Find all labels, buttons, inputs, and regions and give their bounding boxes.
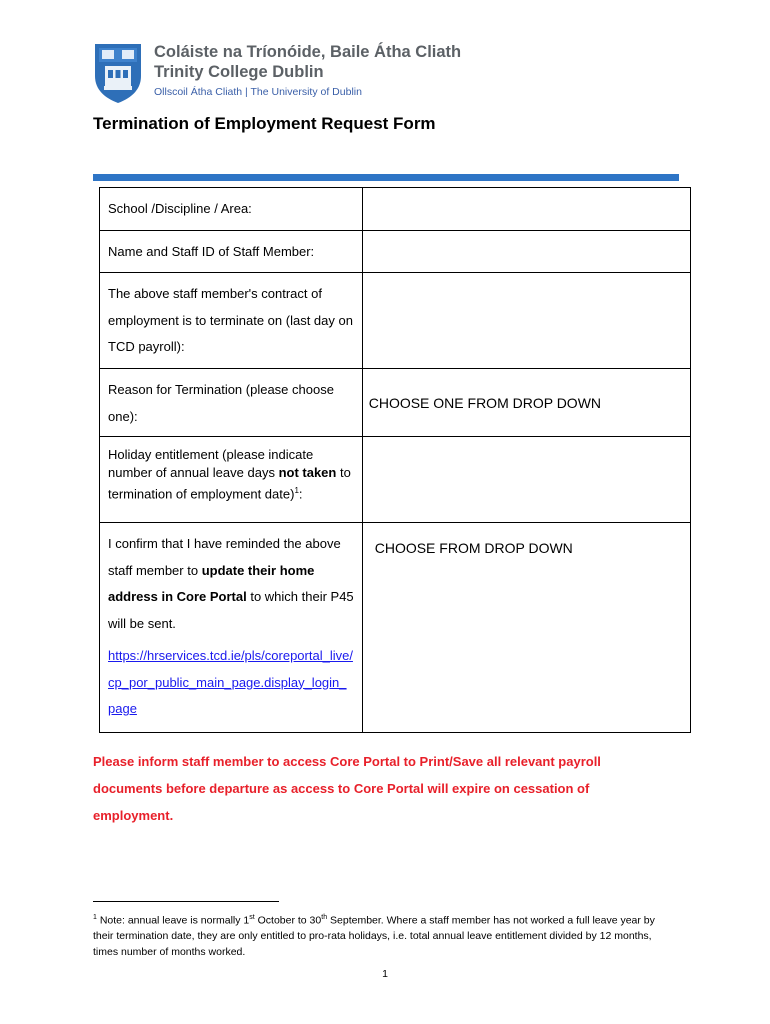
holiday-label-emphasis: not taken [278,465,337,480]
holiday-field[interactable] [362,437,690,523]
form-row-reason [100,369,691,437]
page-number: 1 [382,968,388,980]
footnote-reference: 1 [294,486,299,495]
school-label: School /Discipline / Area: [100,188,363,231]
staff-name-label: Name and Staff ID of Staff Member: [100,231,363,273]
footnote-divider [93,901,279,902]
confirm-dropdown-value[interactable]: CHOOSE FROM DROP DOWN [374,540,573,556]
reason-dropdown[interactable] [362,369,690,437]
holiday-label-end: : [298,486,303,502]
institution-irish-name: Coláiste na Tríonóide, Baile Átha Cliath [154,43,462,61]
tcd-crest-icon [93,42,143,104]
contract-end-label: The above staff member's contract of employment is to terminate on (last day on TCD payroll): [100,273,363,369]
institution-name [154,42,461,99]
footnote-text-c: September. Where a staff member has not worked a full leave year by their termination date, they are only entitled to pro-rata holidays, i.e. total annual leave entitlement divided by 12 months, times number of months worked. [93,914,655,958]
termination-form-table [99,187,691,733]
confirm-label-emphasis: update their home address in Core Portal [108,562,315,604]
form-row-holiday [100,437,691,523]
form-title: Termination of Employment Request Form [93,114,436,133]
reason-label: Reason for Termination (please choose one): [100,369,363,437]
form-row-staff-name [100,231,691,273]
institution-english-name: Trinity College Dublin [154,63,324,81]
footnote-sup-th: th [321,914,328,921]
school-field[interactable] [362,188,690,231]
holiday-label-text: Holiday entitlement (please indicate number of annual leave days [108,447,314,480]
holiday-label [100,437,363,523]
confirm-label [100,523,363,733]
form-row-confirm [100,523,691,733]
core-portal-warning: Please inform staff member to access Core Portal to Print/Save all relevant payroll documents before departure as access to Core Portal will expire on cessation of employment. [93,754,601,823]
institution-subtitle: Ollscoil Átha Cliath | The University of Dublin [154,86,362,98]
confirm-label-text-cont: to which their P45 will be sent. [108,589,354,631]
footnote [93,910,675,960]
holiday-label-text-cont: to termination of employment date) [108,465,351,502]
footnote-text-a: Note: annual leave is normally 1 [96,914,250,927]
footnote-sup-st: st [249,914,255,921]
contract-end-field[interactable] [362,273,690,369]
form-row-contract-end [100,273,691,369]
staff-name-field[interactable] [362,231,690,273]
confirm-dropdown[interactable] [362,523,690,733]
form-row-school [100,188,691,231]
title-divider [93,174,679,181]
core-portal-link[interactable]: https://hrservices.tcd.ie/pls/coreportal_live/cp_por_public_main_page.display_login_page [108,648,353,716]
footnote-marker: 1 [93,914,97,921]
footnote-text-b: October to 30 [254,914,322,927]
reason-dropdown-value[interactable]: CHOOSE ONE FROM DROP DOWN [368,395,602,411]
confirm-label-text: I confirm that I have reminded the above staff member to [108,536,341,578]
